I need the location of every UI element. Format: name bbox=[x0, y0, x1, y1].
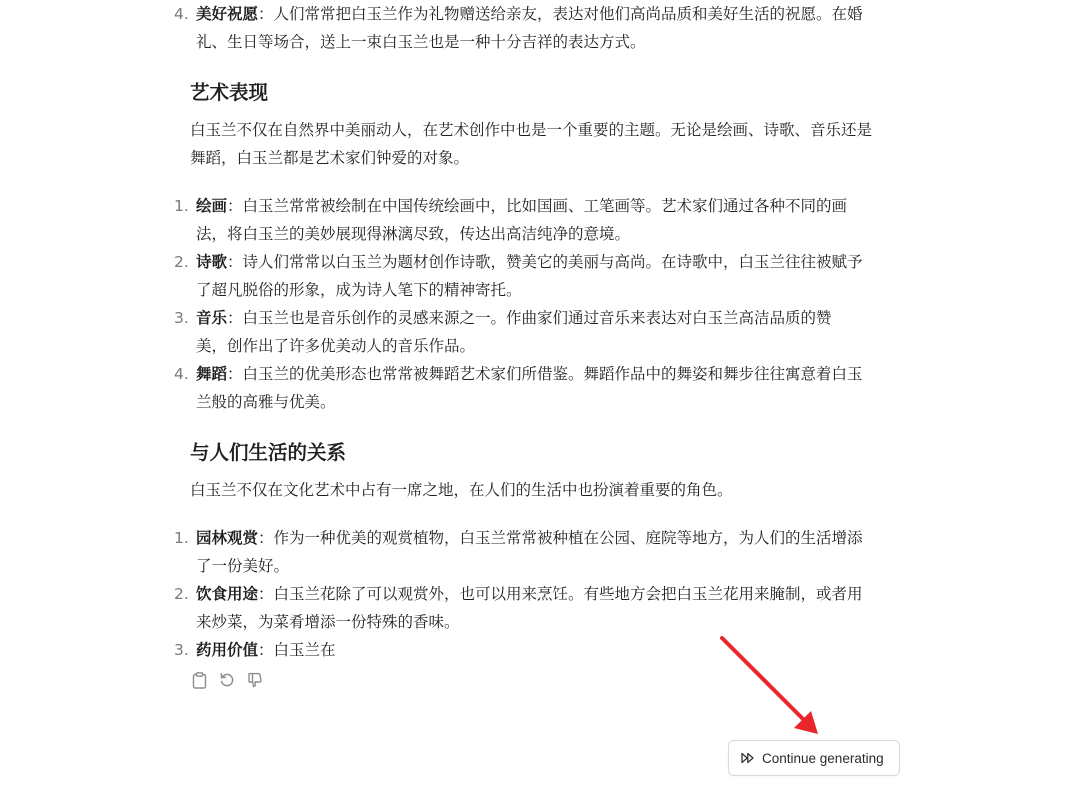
blessing-list bbox=[174, 0, 890, 56]
annotation-arrow-icon bbox=[710, 632, 830, 744]
list-text: ：白玉兰在 bbox=[258, 641, 336, 659]
list-text: ：白玉兰也是音乐创作的灵感来源之一。作曲家们通过音乐来表达对白玉兰高洁品质的赞美，创作出了许多优美动人的音乐作品。 bbox=[196, 309, 832, 355]
list-term: 音乐 bbox=[196, 309, 228, 327]
assistant-message bbox=[174, 0, 890, 664]
list-item bbox=[174, 192, 872, 248]
list-number: 3. bbox=[174, 309, 189, 327]
copy-button[interactable] bbox=[190, 670, 208, 690]
list-term: 药用价值 bbox=[196, 641, 259, 659]
list-number: 1. bbox=[174, 529, 189, 547]
thumbs-down-icon bbox=[247, 672, 263, 688]
list-term: 舞蹈 bbox=[196, 365, 228, 383]
list-item bbox=[174, 360, 872, 416]
clipboard-icon bbox=[192, 672, 207, 689]
continue-generating-button[interactable] bbox=[728, 740, 900, 776]
list-text: ：作为一种优美的观赏植物，白玉兰常常被种植在公园、庭院等地方，为人们的生活增添了一份美好。 bbox=[196, 529, 863, 575]
section-intro-life: 白玉兰不仅在文化艺术中占有一席之地，在人们的生活中也扮演着重要的角色。 bbox=[190, 481, 733, 499]
list-term: 饮食用途 bbox=[196, 585, 259, 603]
list-number: 4. bbox=[174, 5, 189, 23]
section-heading-life: 与人们生活的关系 bbox=[190, 441, 347, 464]
dislike-button[interactable] bbox=[246, 670, 264, 690]
art-list bbox=[174, 192, 890, 416]
list-term: 园林观赏 bbox=[196, 529, 259, 547]
section-intro-art: 白玉兰不仅在自然界中美丽动人，在艺术创作中也是一个重要的主题。无论是绘画、诗歌、音乐还是舞蹈，白玉兰都是艺术家们钟爱的对象。 bbox=[190, 121, 873, 167]
list-item bbox=[174, 304, 858, 360]
list-number: 2. bbox=[174, 253, 189, 271]
message-actions bbox=[190, 670, 264, 690]
list-text: ：诗人们常常以白玉兰为题材创作诗歌，赞美它的美丽与高尚。在诗歌中，白玉兰往往被赋予了超凡脱俗的形象，成为诗人笔下的精神寄托。 bbox=[196, 253, 863, 299]
list-item bbox=[174, 580, 872, 636]
section-heading-art: 艺术表现 bbox=[190, 81, 269, 104]
list-term: 诗歌 bbox=[196, 253, 228, 271]
list-text: ：人们常常把白玉兰作为礼物赠送给亲友，表达对他们高尚品质和美好生活的祝愿。在婚礼、生日等场合，送上一束白玉兰也是一种十分吉祥的表达方式。 bbox=[196, 5, 863, 51]
list-number: 3. bbox=[174, 641, 189, 659]
list-term: 绘画 bbox=[196, 197, 228, 215]
list-item bbox=[174, 248, 872, 304]
refresh-icon bbox=[219, 672, 235, 688]
list-text: ：白玉兰常常被绘制在中国传统绘画中，比如国画、工笔画等。艺术家们通过各种不同的画法，将白玉兰的美妙展现得淋漓尽致，传达出高洁纯净的意境。 bbox=[196, 197, 848, 243]
list-text: ：白玉兰的优美形态也常常被舞蹈艺术家们所借鉴。舞蹈作品中的舞姿和舞步往往寓意着白玉兰般的高雅与优美。 bbox=[196, 365, 863, 411]
list-item bbox=[174, 524, 872, 580]
list-number: 2. bbox=[174, 585, 189, 603]
list-text: ：白玉兰花除了可以观赏外，也可以用来烹饪。有些地方会把白玉兰花用来腌制，或者用来炒菜，为菜肴增添一份特殊的香味。 bbox=[196, 585, 863, 631]
fast-forward-icon bbox=[741, 751, 755, 765]
regenerate-button[interactable] bbox=[218, 670, 236, 690]
list-number: 1. bbox=[174, 197, 189, 215]
list-item bbox=[174, 0, 878, 56]
continue-generating-label: Continue generating bbox=[762, 750, 884, 766]
list-term: 美好祝愿 bbox=[196, 5, 259, 23]
list-number: 4. bbox=[174, 365, 189, 383]
